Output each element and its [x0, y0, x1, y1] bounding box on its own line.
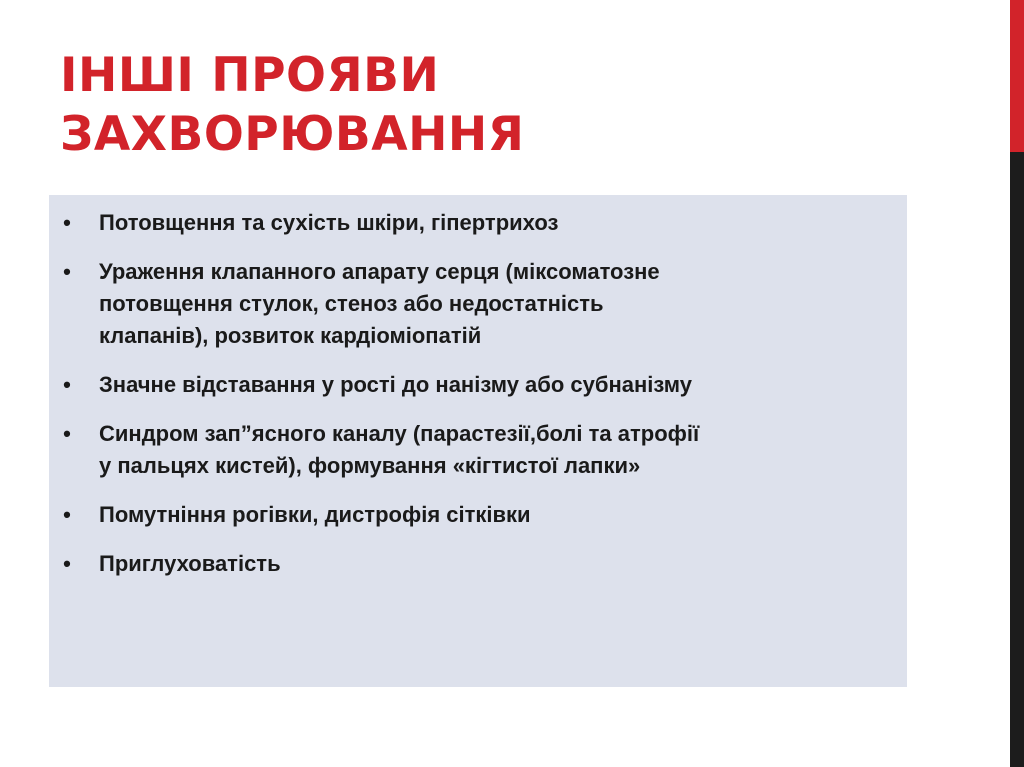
- bullet-text-line: клапанів), розвиток кардіоміопатій: [99, 323, 482, 348]
- bullet-text-line: у пальцях кистей), формування «кігтистої лапки»: [99, 453, 641, 478]
- bullet-icon: •: [63, 551, 71, 576]
- title-line: ІНШІ ПРОЯВИ: [60, 48, 440, 103]
- slide-title: [60, 46, 960, 164]
- bullet-text-line: Ураження клапанного апарату серця (міксоматозне: [99, 259, 660, 284]
- bullet-text-line: потовщення стулок, стеноз або недостатність: [99, 291, 604, 316]
- bullet-text-line: Значне відставання у рості до нанізму або субнанізму: [99, 372, 693, 397]
- bullet-item: [49, 418, 907, 482]
- accent-bar-black: [1010, 152, 1024, 767]
- bullet-list: [49, 207, 907, 597]
- bullet-item: [49, 499, 907, 531]
- title-line: ЗАХВОРЮВАННЯ: [60, 107, 525, 162]
- bullet-text-line: Синдром зап”ясного каналу (парастезії,болі та атрофії: [99, 421, 700, 446]
- bullet-text-line: Потовщення та сухість шкіри, гіпертрихоз: [99, 210, 559, 235]
- content-box: [49, 195, 907, 687]
- bullet-item: [49, 207, 907, 239]
- bullet-item: [49, 369, 907, 401]
- bullet-item: [49, 256, 907, 352]
- bullet-icon: •: [63, 210, 71, 235]
- accent-bar-red: [1010, 0, 1024, 152]
- bullet-text-line: Приглуховатість: [99, 551, 281, 576]
- bullet-text-line: Помутніння рогівки, дистрофія сітківки: [99, 502, 531, 527]
- bullet-icon: •: [63, 372, 71, 397]
- bullet-icon: •: [63, 259, 71, 284]
- bullet-icon: •: [63, 421, 71, 446]
- bullet-item: [49, 548, 907, 580]
- bullet-icon: •: [63, 502, 71, 527]
